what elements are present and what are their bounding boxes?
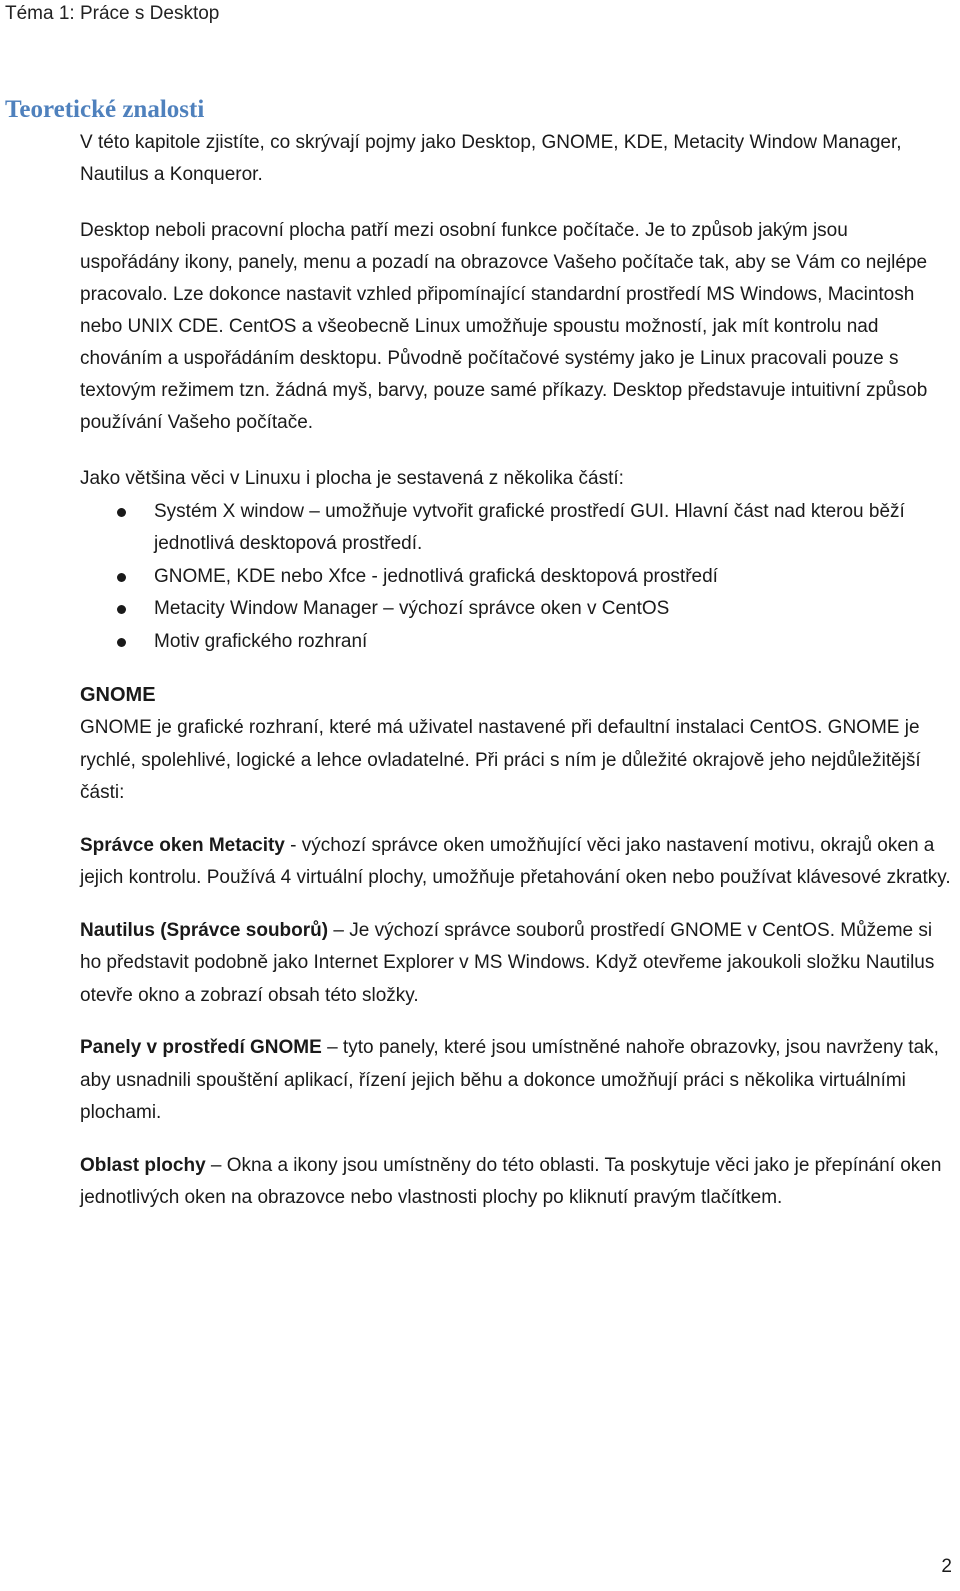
bullet-icon: [117, 508, 126, 517]
list-item: [80, 626, 952, 659]
definition-term: Nautilus (Správce souborů): [80, 919, 329, 941]
definition-term: Správce oken Metacity: [80, 834, 285, 856]
document-body: [80, 127, 952, 1215]
definition-term: Oblast plochy: [80, 1154, 206, 1176]
bullet-icon: [117, 638, 126, 647]
page-number: 2: [941, 1556, 952, 1577]
desktop-paragraph: [80, 215, 952, 439]
definition-term: Panely v prostředí GNOME: [80, 1037, 322, 1058]
definition-text: – Je výchozí správce souborů prostředí GNOME v CentOS. Můžeme si ho představit podobně jako Internet Explorer v MS Windows. Když otevřeme jakoukoli složku Nautilus otevře okno a zobrazí obsah této složky.: [80, 919, 935, 1006]
list-item-text: GNOME, KDE nebo Xfce - jednotlivá grafická desktopová prostředí: [154, 565, 718, 587]
bullet-icon: [117, 605, 126, 614]
list-item-text: Metacity Window Manager – výchozí správce oken v CentOS: [154, 598, 670, 619]
gnome-intro: GNOME je grafické rozhraní, které má uživatel nastavené při defaultní instalaci CentOS. GNOME je rychlé, spolehlivé, logické a lehce ovladatelné. Při práci s ním je důležité okrajově jeho nejdůležitější části:: [80, 717, 921, 803]
desktop-paragraph-part1: Desktop neboli pracovní plocha patří mezi osobní funkce počítače. Je to způsob jakým jsou uspořádány ikony, panely, menu a pozadí na obrazovce Vašeho počítače tak, aby se Vám co nejlépe pracovalo.: [80, 220, 928, 305]
bullet-icon: [117, 573, 126, 582]
list-item: [80, 561, 952, 594]
definition-text: – Okna a ikony jsou umístněny do této oblasti. Ta poskytuje věci jako je přepínání oken jednotlivých oken na obrazovce nebo vlastnosti plochy po kliknutí pravým tlačítkem.: [80, 1154, 942, 1208]
parts-lead: Jako většina věci v Linuxu i plocha je sestavená z několika částí:: [80, 468, 624, 489]
list-item-text: Motiv grafického rozhraní: [154, 630, 368, 652]
list-item: [80, 496, 952, 561]
definition-nautilus: [80, 915, 952, 1013]
definition-desktop-area: [80, 1150, 952, 1215]
page-header-title: Téma 1: Práce s Desktop: [5, 3, 220, 24]
section-heading: Teoretické znalosti: [5, 96, 205, 123]
list-item-text: Systém X window – umožňuje vytvořit grafické prostředí GUI. Hlavní část nad kterou běží jednotlivá desktopová prostředí.: [154, 500, 905, 554]
desktop-paragraph-part2: Lze dokonce nastavit vzhled připomínající standardní prostředí MS Windows, Macintosh nebo UNIX CDE. CentOS a všeobecně Linux umožňuje spoustu možností, jak mít kontrolu nad chováním a uspořádáním desktopu. Původně počítačové systémy jako je Linux pracovali pouze s textovým režimem tzn. žádná myš, barvy, pouze samé příkazy. Desktop představuje intuitivní způsob používání Vašeho počítače.: [80, 284, 928, 433]
parts-list: [80, 496, 952, 659]
definition-metacity: [80, 830, 952, 895]
definition-text: – tyto panely, které jsou umístněné nahoře obrazovky, jsou navrženy tak, aby usnadnili spouštění aplikací, řízení jejich běhu a dokonce umožňují práci s několika virtuálními plochami.: [80, 1037, 939, 1123]
intro-paragraph: V této kapitole zjistíte, co skrývají pojmy jako Desktop, GNOME, KDE, Metacity Window Manager, Nautilus a Konqueror.: [80, 132, 902, 185]
definition-text: - výchozí správce oken umožňující věci jako nastavení motivu, okrajů oken a jejich kontrolu. Používá 4 virtuální plochy, umožňuje přetahování oken nebo používat klávesové zkratky.: [80, 834, 951, 888]
list-item: [80, 593, 952, 626]
definition-panels: [80, 1032, 952, 1130]
gnome-heading: GNOME: [80, 684, 156, 706]
